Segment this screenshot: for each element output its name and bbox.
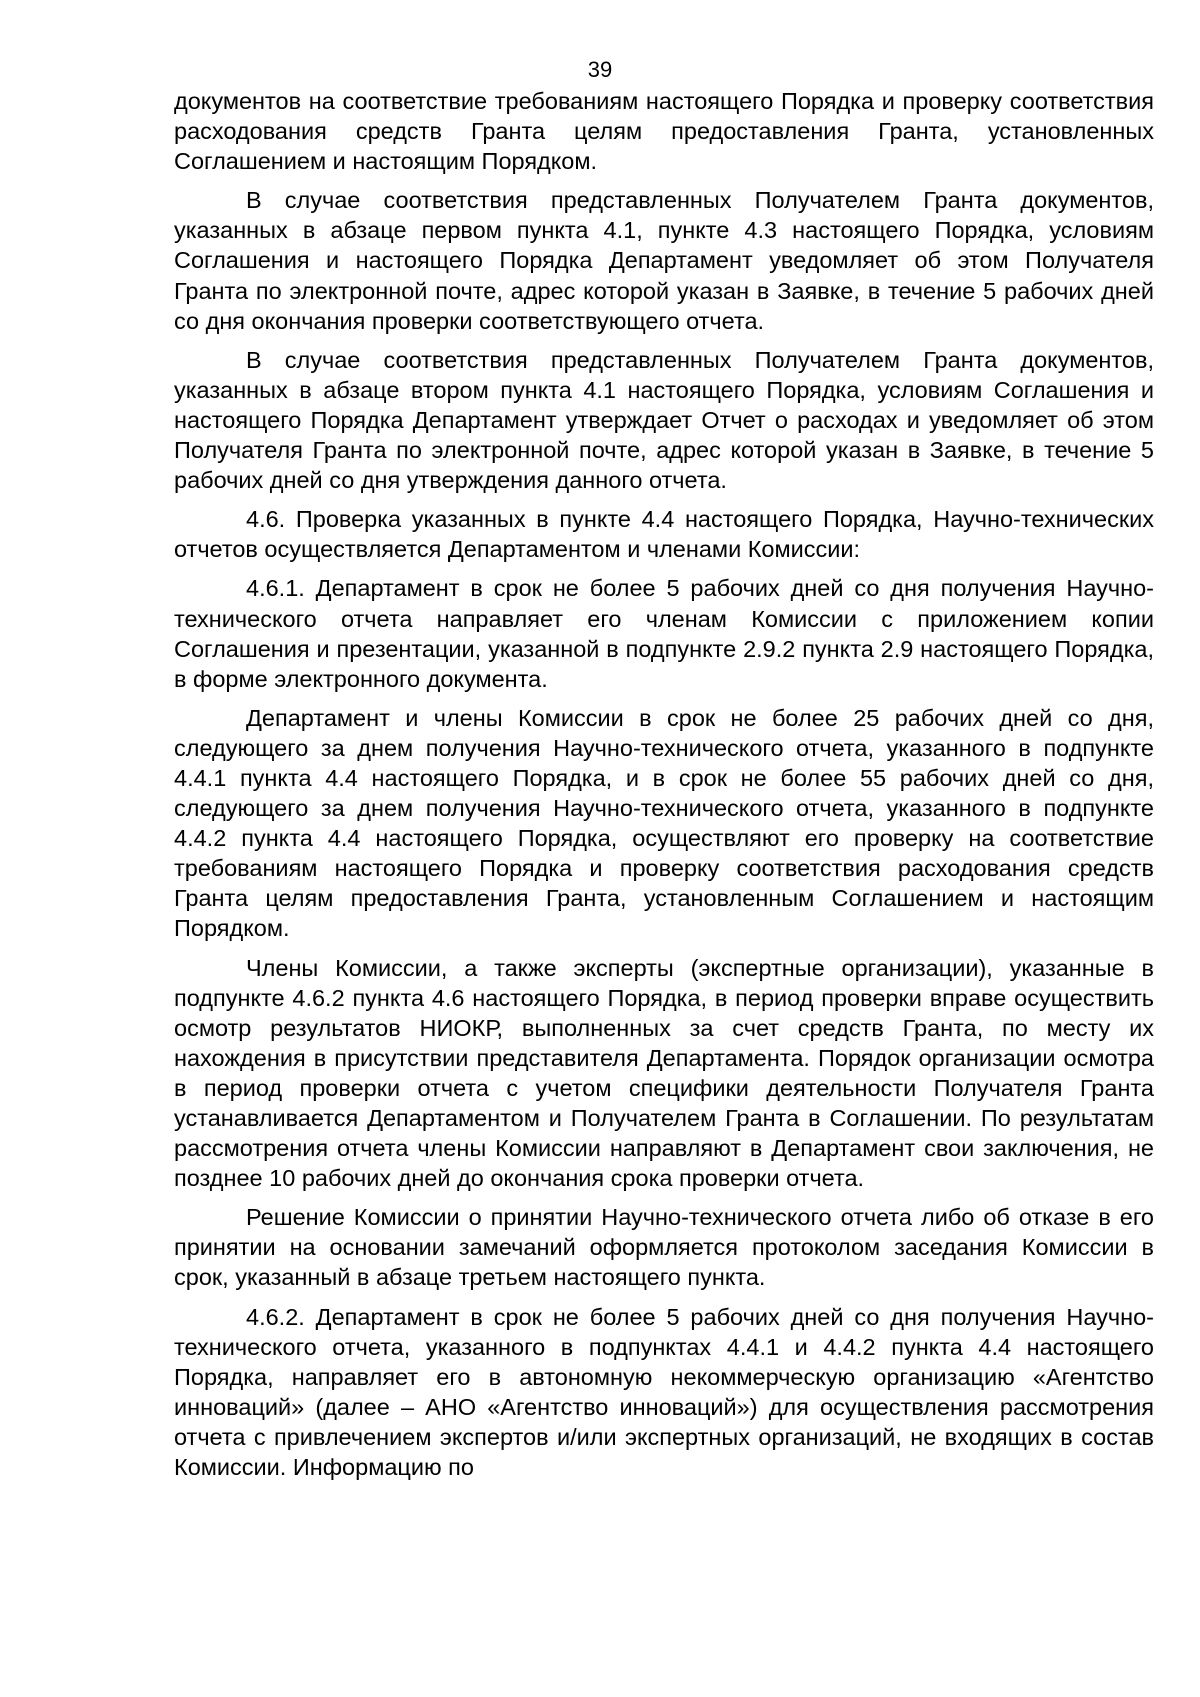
paragraph-commission-decision: Решение Комиссии о принятии Научно-технического отчета либо об отказе в его принятии на основании замечаний оформляется протоколом заседания Комиссии в срок, указанный в абзаце третьем настоящего пункта. [174, 1204, 1154, 1291]
paragraph-continuation: документов на соответствие требованиям настоящего Порядка и проверку соответствия расходования средств Гранта целям предоставления Гранта, установленных Соглашением и настоящим Порядком. [174, 88, 1154, 175]
paragraph-inspection: Члены Комиссии, а также эксперты (экспертные организации), указанные в подпункте 4.6.2 пункта 4.6 настоящего Порядка, в период проверки вправе осуществить осмотр результатов НИОКР, выполненных за счет средств Гранта, по месту их нахождения в присутствии представителя Департамента. Порядок организации осмотра в период проверки отчета с учетом специфики деятельности Получателя Гранта устанавливается Департаментом и Получателем Гранта в Соглашении. По результатам рассмотрения отчета члены Комиссии направляют в Департамент свои заключения, не позднее 10 рабочих дней до окончания срока проверки отчета. [174, 954, 1154, 1192]
paragraph-4-6-2: 4.6.2. Департамент в срок не более 5 рабочих дней со дня получения Научно-технического отчета, указанного в подпунктах 4.4.1 и 4.4.2 пункта 4.4 настоящего Порядка, направляет его в автономную некоммерческую организацию «Агентство инноваций» (далее – АНО «Агентство инноваций») для осуществления рассмотрения отчета с привлечением экспертов и/или экспертных организаций, не входящих в состав Комиссии. Информацию по [174, 1303, 1154, 1481]
page-number: 39 [587, 57, 613, 82]
paragraph-expense-report-approval: В случае соответствия представленных Получателем Гранта документов, указанных в абзаце втором пункта 4.1 настоящего Порядка, условиям Соглашения и настоящего Порядка Департамент утверждает Отчет о расходах и уведомляет об этом Получателя Гранта по электронной почте, адрес которой указан в Заявке, в течение 5 рабочих дней со дня утверждения данного отчета. [174, 346, 1154, 494]
paragraph-review-deadlines: Департамент и члены Комиссии в срок не более 25 рабочих дней со дня, следующего за днем получения Научно-технического отчета, указанного в подпункте 4.4.1 пункта 4.4 настоящего Порядка, и в срок не более 55 рабочих дней со дня, следующего за днем получения Научно-технического отчета, указанного в подпункте 4.4.2 пункта 4.4 настоящего Порядка, осуществляют его проверку на соответствие требованиям настоящего Порядка и проверку соответствия расходования средств Гранта целям предоставления Гранта, установленным Соглашением и настоящим Порядком. [174, 704, 1154, 942]
paragraph-4-6: 4.6. Проверка указанных в пункте 4.4 настоящего Порядка, Научно-технических отчетов осуществляется Департаментом и членами Комиссии: [174, 506, 1154, 563]
paragraph-4-6-1: 4.6.1. Департамент в срок не более 5 рабочих дней со дня получения Научно-технического отчета направляет его членам Комиссии с приложением копии Соглашения и презентации, указанной в подпункте 2.9.2 пункта 2.9 настоящего Порядка, в форме электронного документа. [174, 575, 1154, 692]
document-body [174, 86, 1154, 1491]
paragraph-report-compliance-notice: В случае соответствия представленных Получателем Гранта документов, указанных в абзаце первом пункта 4.1, пункте 4.3 настоящего Порядка, условиям Соглашения и настоящего Порядка Департамент уведомляет об этом Получателя Гранта по электронной почте, адрес которой указан в Заявке, в течение 5 рабочих дней со дня окончания проверки соответствующего отчета. [174, 187, 1154, 334]
